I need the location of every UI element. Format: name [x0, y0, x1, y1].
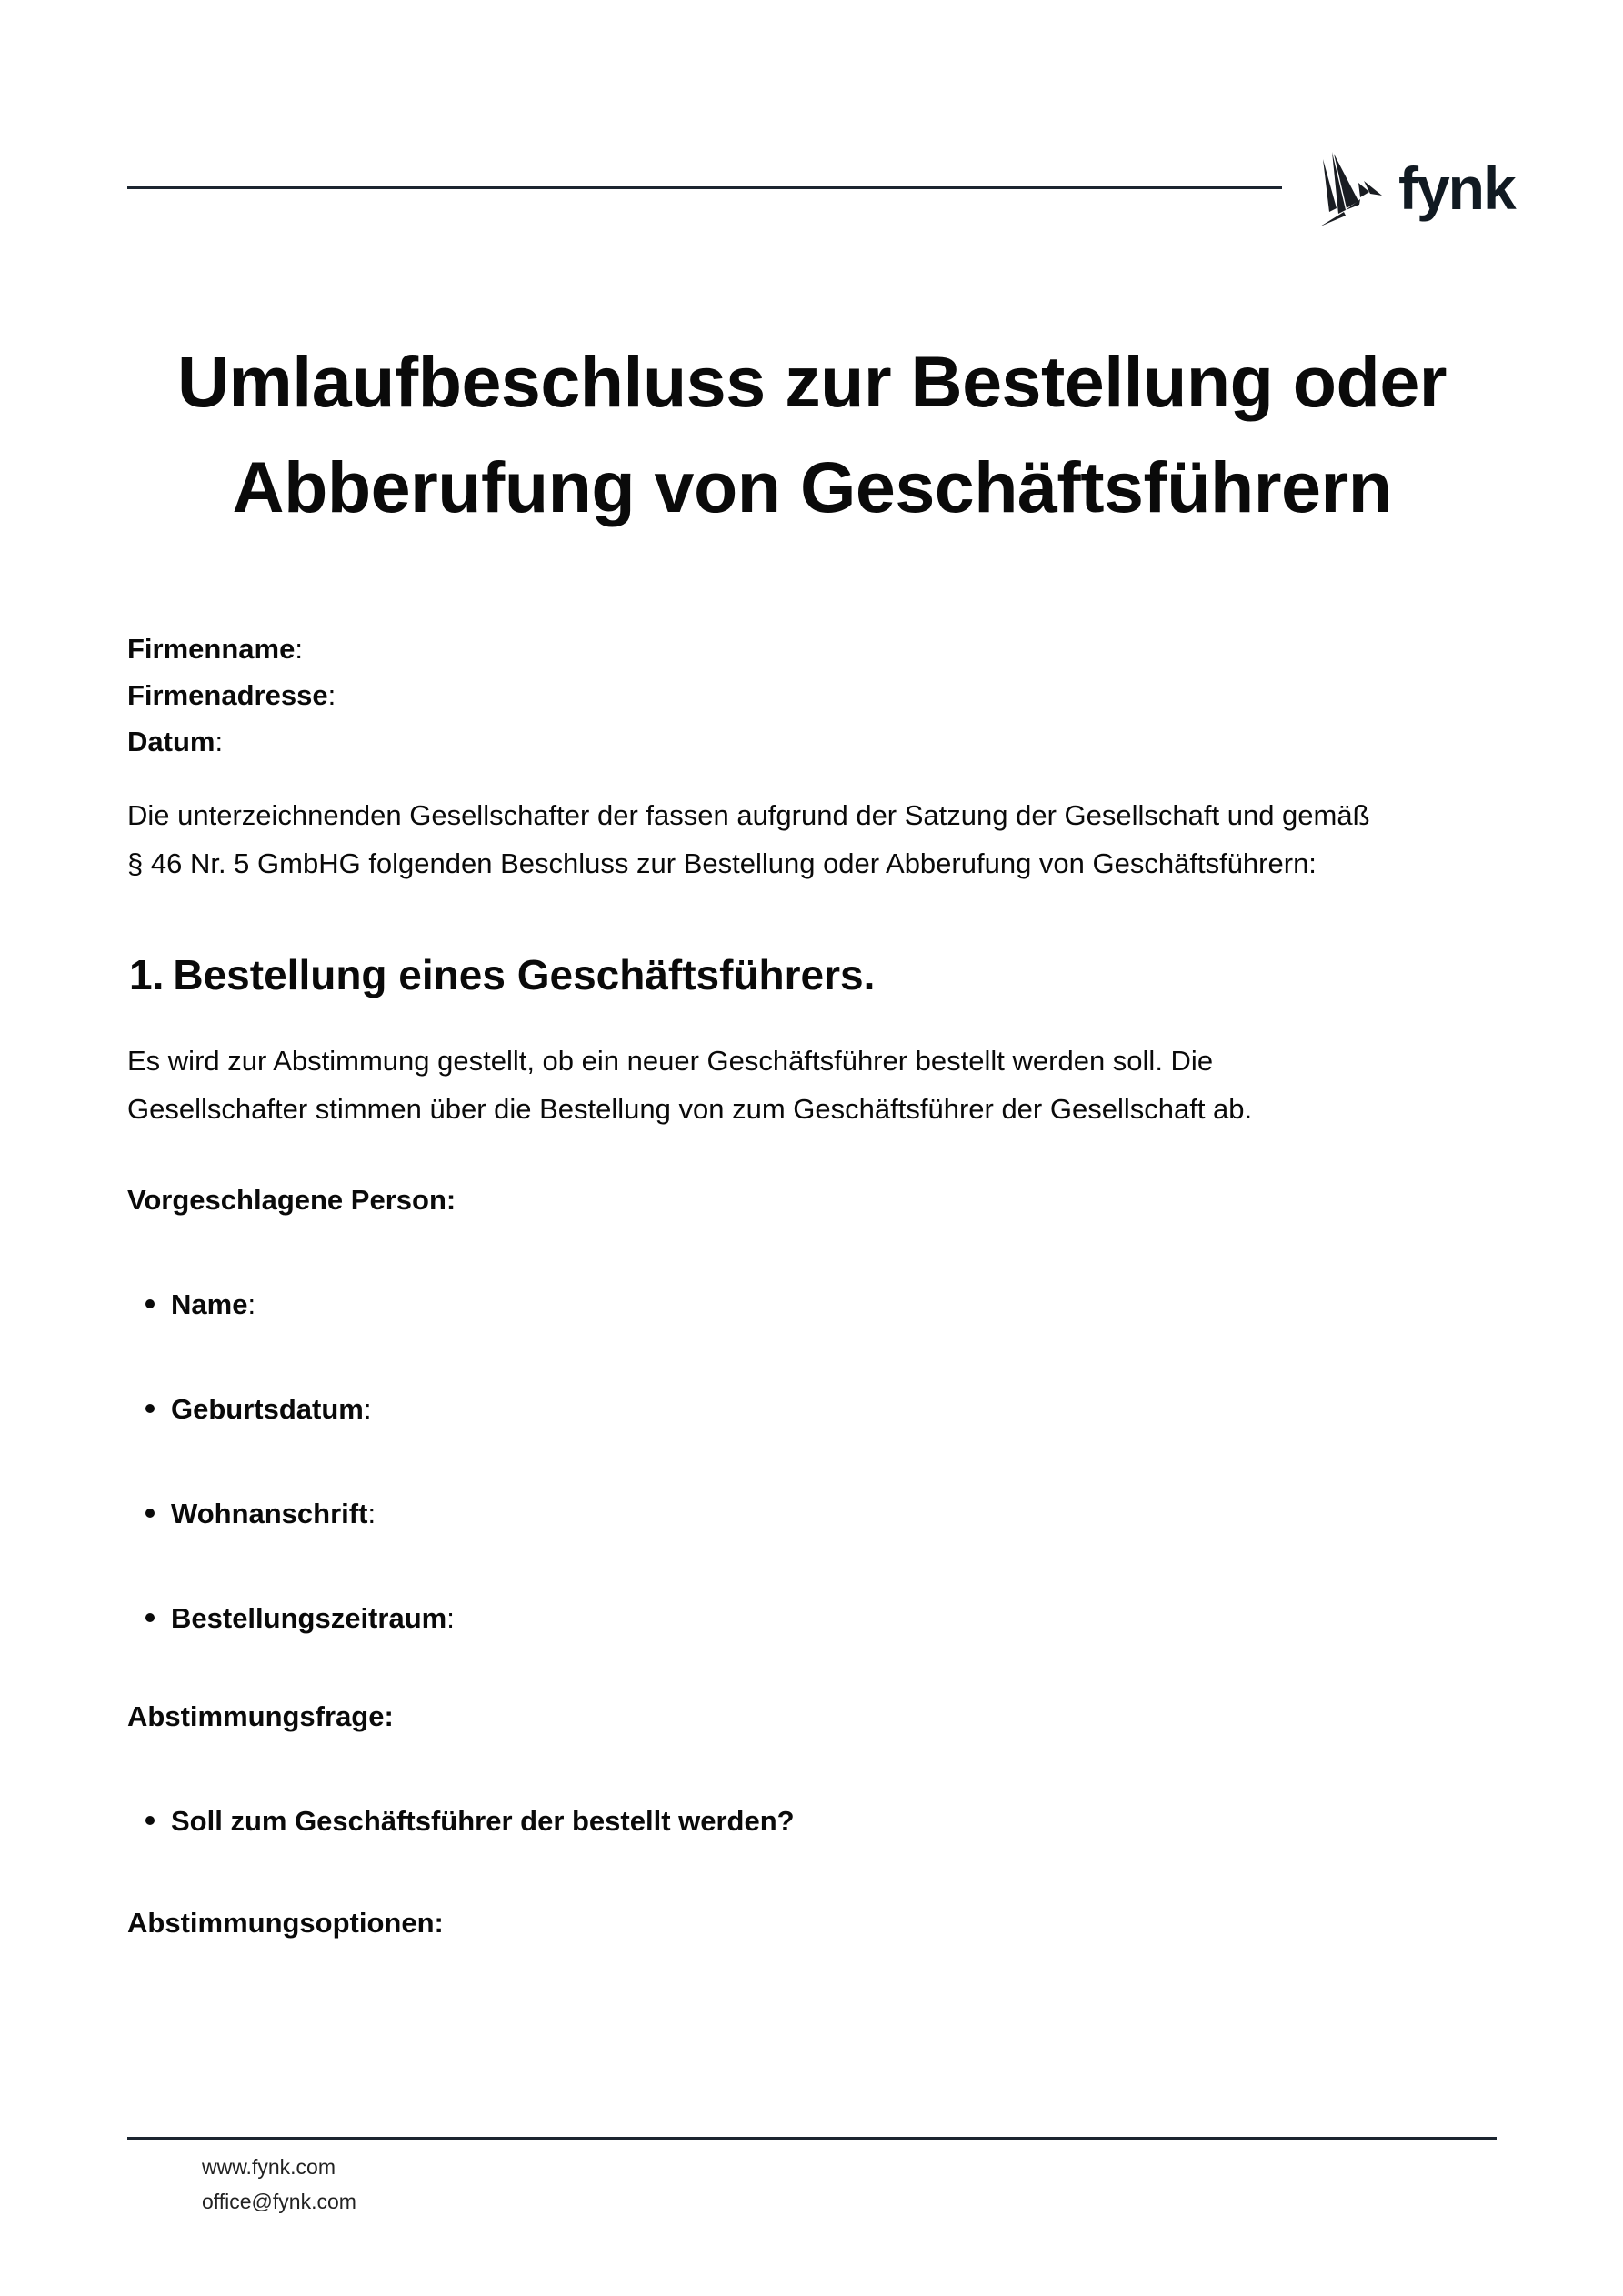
title-line-1: Umlaufbeschluss zur Bestellung oder	[176, 341, 1447, 422]
field-company-address: Firmenadresse:	[127, 679, 336, 711]
fynk-logo	[1318, 150, 1515, 232]
bullet-icon	[145, 1509, 155, 1518]
title-line-2: Abberufung von Geschäftsführern	[232, 446, 1392, 527]
footer-divider	[127, 2137, 1497, 2140]
company-info	[127, 626, 336, 765]
bullet-icon	[145, 1613, 155, 1622]
section-1-paragraph: Es wird zur Abstimmung gestellt, ob ein neuer Geschäftsführer bestellt werden soll. Die Gesellschafter stimmen über die Bestellung von zum Geschäftsführer der Gesellschaft ab.	[127, 1045, 1253, 1125]
header-divider	[127, 186, 1282, 189]
origami-bird-icon	[1318, 150, 1384, 232]
list-item-birthdate: Geburtsdatum:	[145, 1391, 371, 1428]
list-item-vote-question: Soll zum Geschäftsführer der bestellt werden?	[145, 1803, 795, 1840]
bullet-icon	[145, 1816, 155, 1825]
vote-question-label: Abstimmungsfrage:	[127, 1700, 394, 1732]
logo-wordmark: fynk	[1398, 155, 1515, 222]
footer-email[interactable]: office@fynk.com	[202, 2190, 356, 2213]
footer-website[interactable]: www.fynk.com	[202, 2155, 336, 2179]
field-date: Datum:	[127, 726, 224, 757]
list-item-appointment-period: Bestellungszeitraum:	[145, 1600, 455, 1637]
bullet-icon	[145, 1404, 155, 1413]
list-item-name: Name:	[145, 1287, 255, 1323]
section-1-heading: 1. Bestellung eines Geschäftsführers.	[129, 951, 876, 998]
field-company-name: Firmenname:	[127, 633, 303, 665]
vote-options-label: Abstimmungsoptionen:	[127, 1907, 444, 1939]
intro-paragraph: Die unterzeichnenden Gesellschafter der fassen aufgrund der Satzung der Gesellschaft und gemäß § 46 Nr. 5 GmbHG folgenden Beschluss zur Bestellung oder Abberufung von Geschäftsführern:	[127, 799, 1370, 879]
bullet-icon	[145, 1299, 155, 1308]
list-item-address: Wohnanschrift:	[145, 1496, 376, 1532]
document-title	[91, 329, 1533, 540]
proposed-person-label: Vorgeschlagene Person:	[127, 1184, 456, 1216]
